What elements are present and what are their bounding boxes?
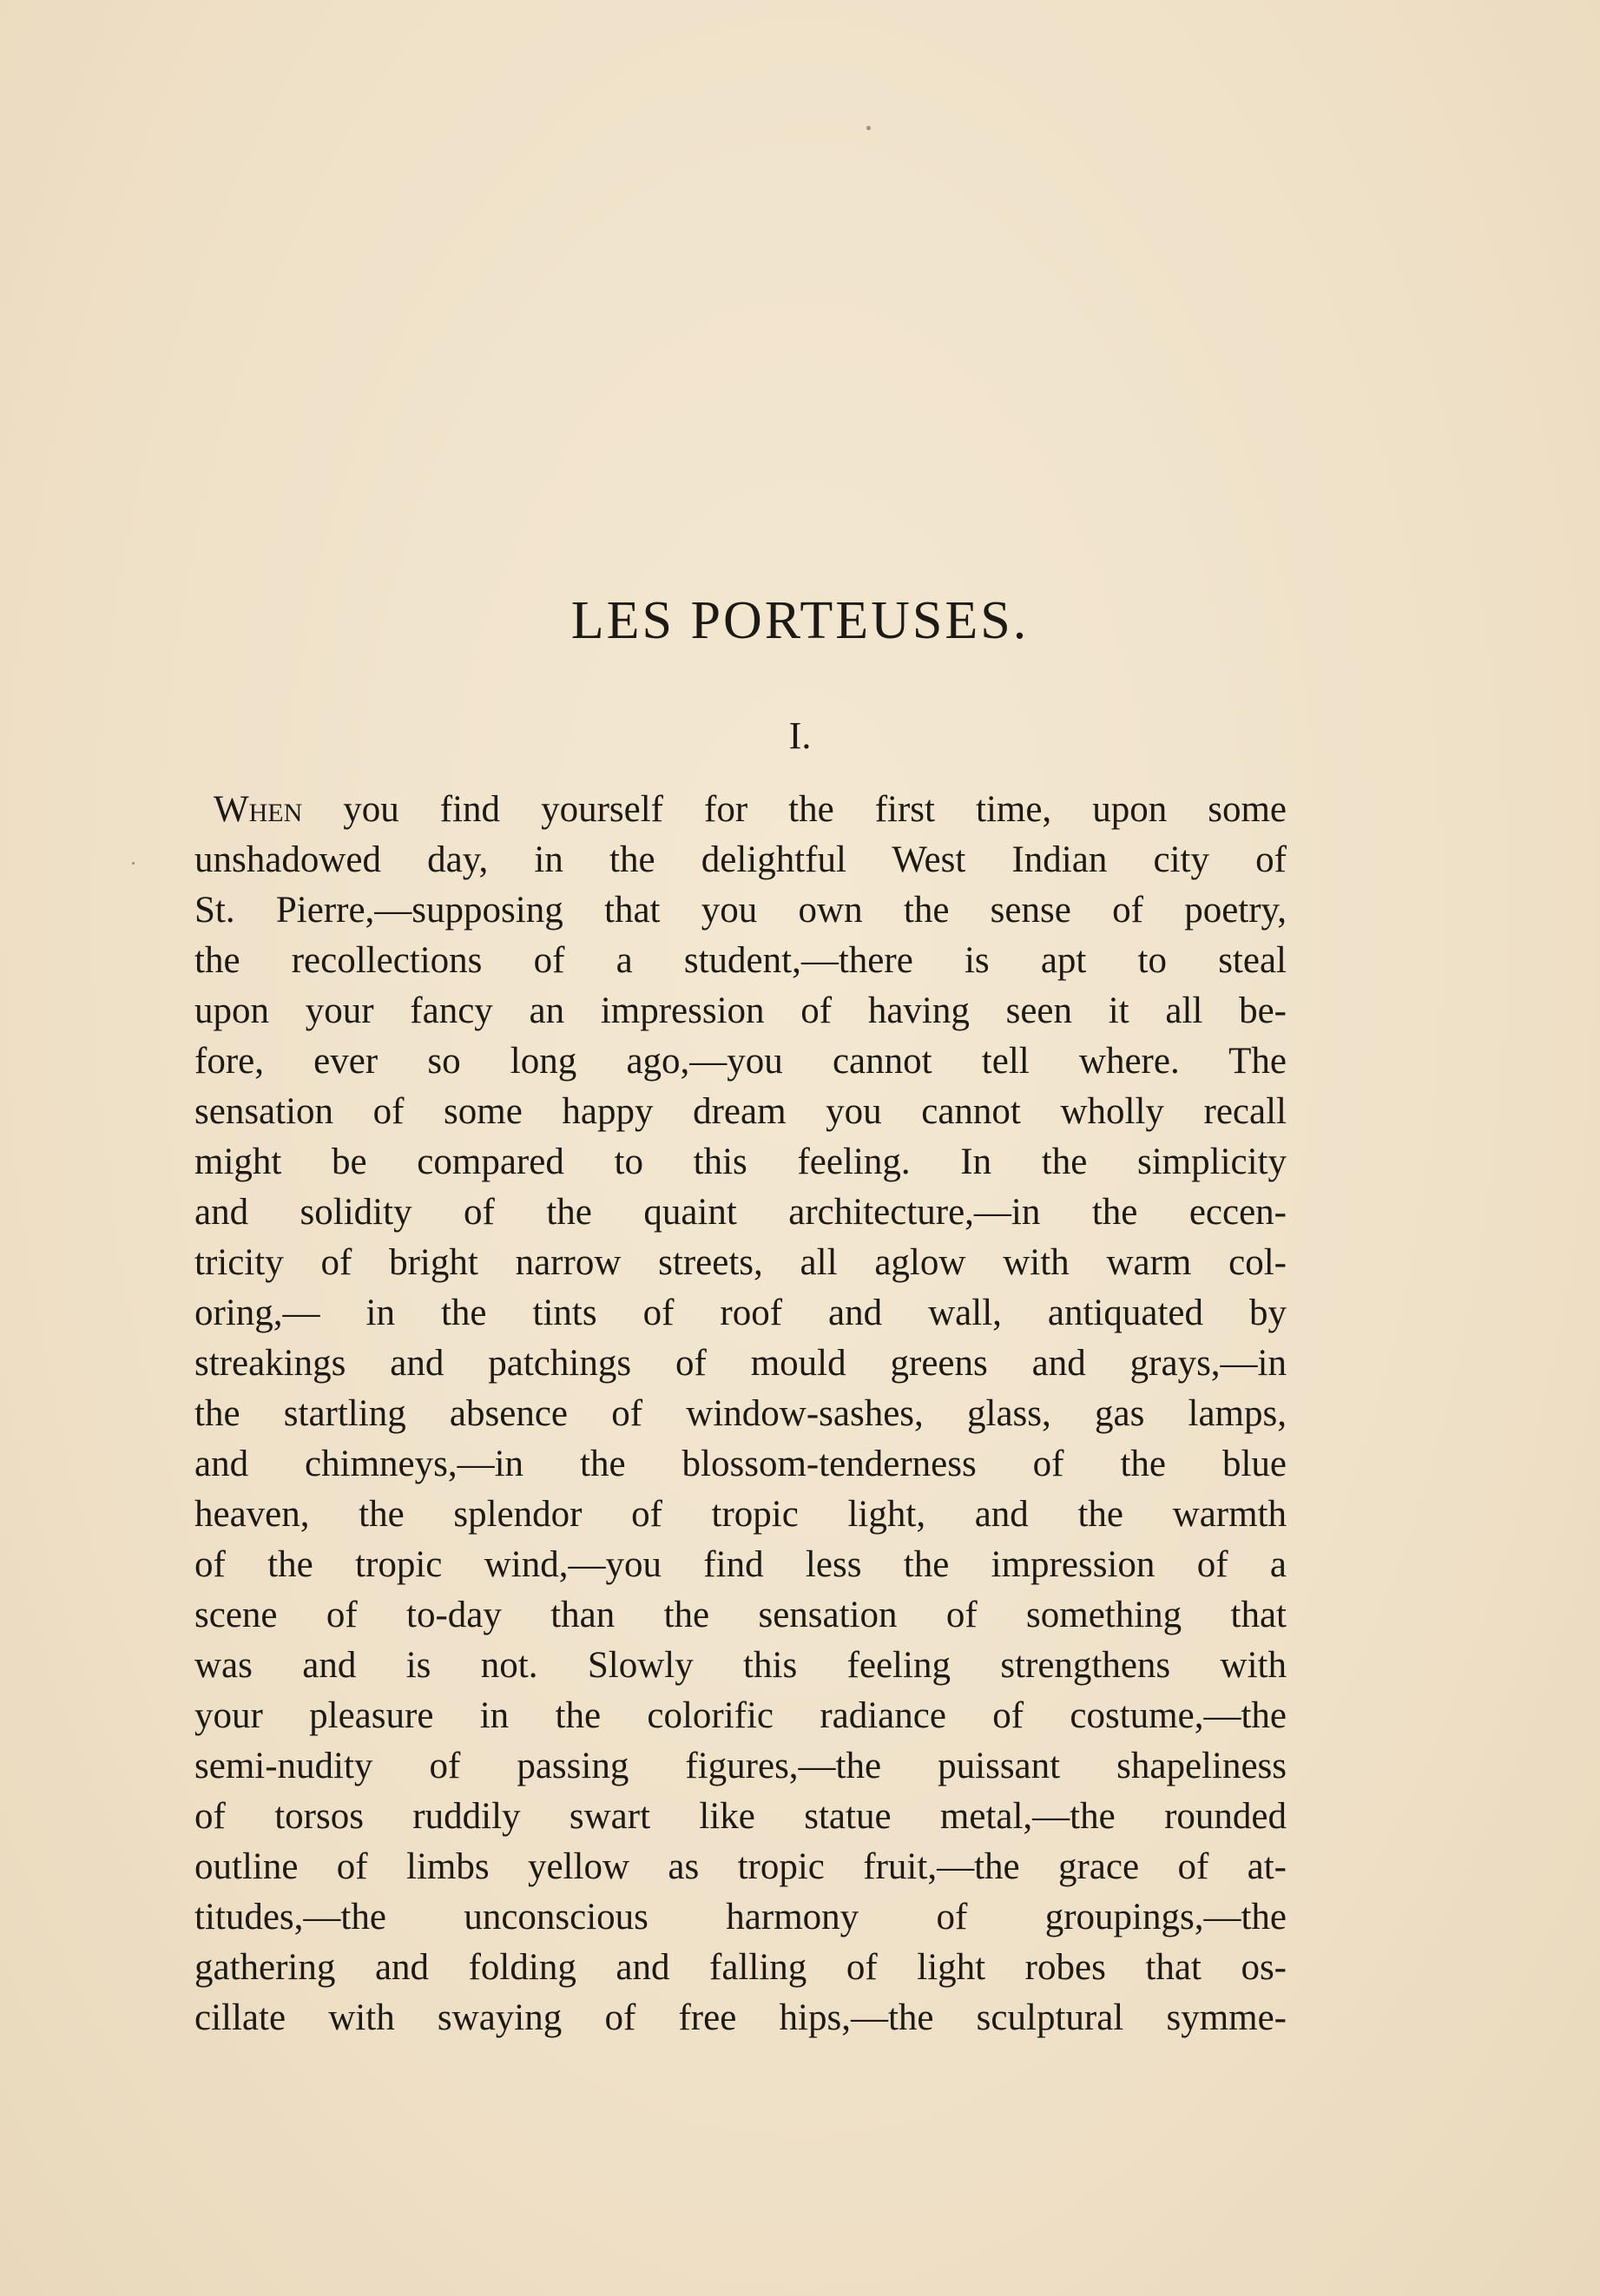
text-line: tricity of bright narrow streets, all aglow with warm col- [194, 1242, 1287, 1283]
text-line: upon your fancy an impression of having seen it all be- [194, 990, 1287, 1031]
chapter-title: LES PORTEUSES. [570, 591, 1030, 650]
text-line: heaven, the splendor of tropic light, and the warmth [194, 1494, 1287, 1535]
first-line-rest: you find yourself for the first time, upon some [302, 789, 1287, 830]
text-line: might be compared to this feeling. In the simplicity [194, 1141, 1287, 1182]
text-line: the startling absence of window-sashes, glass, gas lamps, [194, 1393, 1287, 1434]
first-word: When [214, 789, 303, 830]
text-line: gathering and folding and falling of light robes that os- [194, 1947, 1287, 1988]
paper-speck [866, 126, 871, 130]
text-line: the recollections of a student,—there is apt to steal [194, 940, 1287, 981]
text-line: sensation of some happy dream you cannot wholly recall [194, 1091, 1287, 1132]
text-line: of the tropic wind,—you find less the impression of a [194, 1544, 1287, 1585]
text-line: oring,— in the tints of roof and wall, antiquated by [194, 1293, 1287, 1333]
text-line: cillate with swaying of free hips,—the sculptural symme- [194, 1997, 1287, 2038]
section-numeral: I. [788, 714, 812, 757]
body-text [194, 785, 1287, 2043]
text-line: unshadowed day, in the delightful West Indian city of [194, 839, 1287, 880]
text-line: titudes,—the unconscious harmony of groupings,—the [194, 1897, 1287, 1937]
text-line: and chimneys,—in the blossom-tenderness of the blue [194, 1444, 1287, 1484]
text-line-first [194, 785, 1287, 835]
text-line: St. Pierre,—supposing that you own the sense of poetry, [194, 890, 1287, 931]
text-line: of torsos ruddily swart like statue metal,—the rounded [194, 1796, 1287, 1837]
text-line: and solidity of the quaint architecture,—in the eccen- [194, 1192, 1287, 1233]
text-line: streakings and patchings of mould greens and grays,—in [194, 1343, 1287, 1384]
text-line: fore, ever so long ago,—you cannot tell where. The [194, 1041, 1287, 1082]
text-line: was and is not. Slowly this feeling strengthens with [194, 1645, 1287, 1686]
text-line: scene of to-day than the sensation of something that [194, 1595, 1287, 1635]
paper-speck [132, 862, 135, 865]
text-line: outline of limbs yellow as tropic fruit,—the grace of at- [194, 1846, 1287, 1887]
text-line: semi-nudity of passing figures,—the puissant shapeliness [194, 1746, 1287, 1786]
text-line: your pleasure in the colorific radiance of costume,—the [194, 1695, 1287, 1736]
